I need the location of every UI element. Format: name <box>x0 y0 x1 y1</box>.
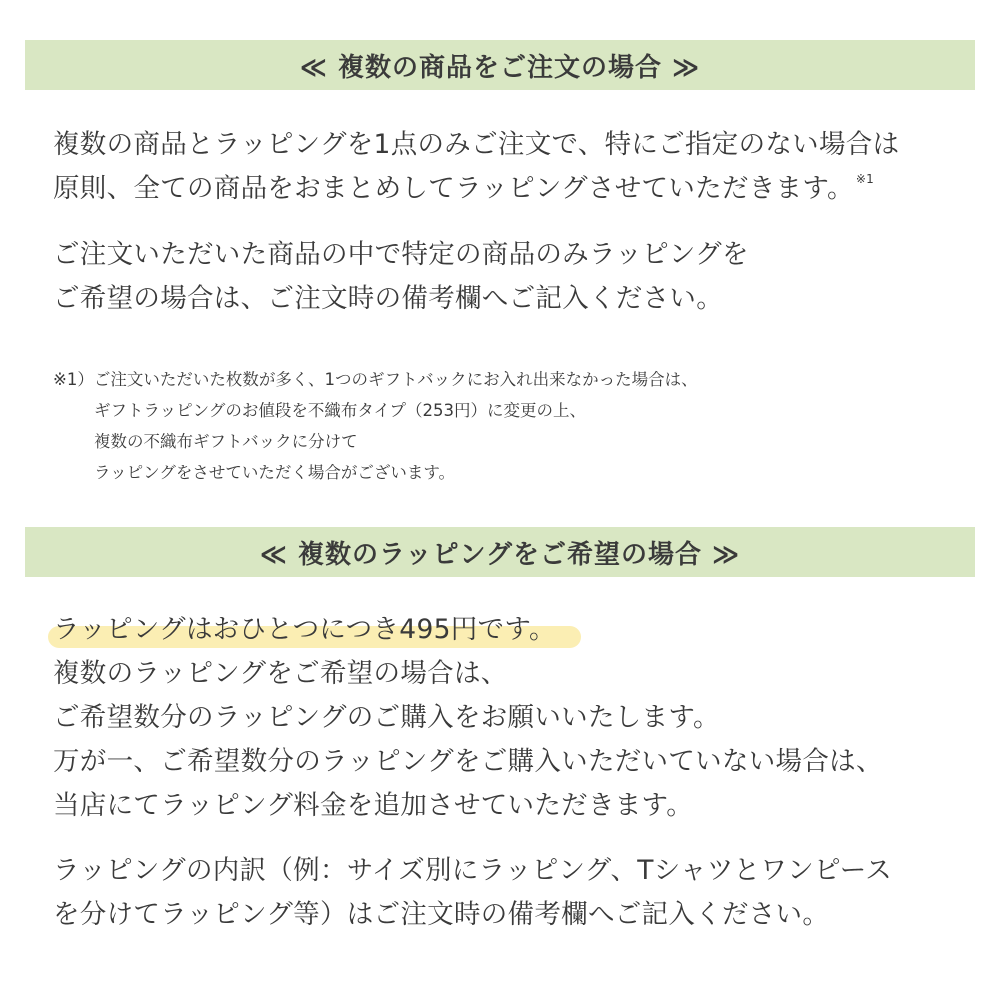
footnote-line2: ギフトラッピングのお値段を不織布タイプ（253円）に変更の上、 <box>94 401 587 420</box>
s2-para2-line1: ラッピングの内訳（例：サイズ別にラッピング、Tシャツとワンピース <box>53 855 893 886</box>
s2-para1-line1: ラッピングはおひとつにつき495円です。 <box>53 614 556 645</box>
s2-para1-line5: 当店にてラッピング料金を追加させていただきます。 <box>53 790 694 821</box>
section-title-multiple-items: ≪ 複数の商品をご注文の場合 ≫ <box>25 40 975 90</box>
s2-para1-line3: ご希望数分のラッピングのご購入をお願いいたします。 <box>53 702 720 733</box>
footnote-line1: ※1）ご注文いただいた枚数が多く、1つのギフトバックにお入れ出来なかった場合は、 <box>53 370 698 389</box>
s1-para1-line2 <box>53 172 875 204</box>
section-title-multiple-wrapping: ≪ 複数のラッピングをご希望の場合 ≫ <box>25 527 975 577</box>
s1-para1-line1: 複数の商品とラッピングを1点のみご注文で、特にご指定のない場合は <box>53 129 900 160</box>
s1-para1-line2-text: 原則、全ての商品をおまとめしてラッピングさせていただきます。 <box>53 173 854 204</box>
footnote-line4: ラッピングをさせていただく場合がございます。 <box>94 463 456 482</box>
s1-para2-line2: ご希望の場合は、ご注文時の備考欄へご記入ください。 <box>53 283 723 314</box>
s2-para1-line2: 複数のラッピングをご希望の場合は、 <box>53 658 508 689</box>
s2-para2-line2: を分けてラッピング等）はご注文時の備考欄へご記入ください。 <box>53 899 830 930</box>
footnote-line3: 複数の不織布ギフトバックに分けて <box>94 432 358 451</box>
s1-para2-line1: ご注文いただいた商品の中で特定の商品のみラッピングを <box>53 239 749 270</box>
s2-para1-line4: 万が一、ご希望数分のラッピングをご購入いただいていない場合は、 <box>53 746 883 777</box>
footnote-mark: ※1 <box>855 172 875 187</box>
